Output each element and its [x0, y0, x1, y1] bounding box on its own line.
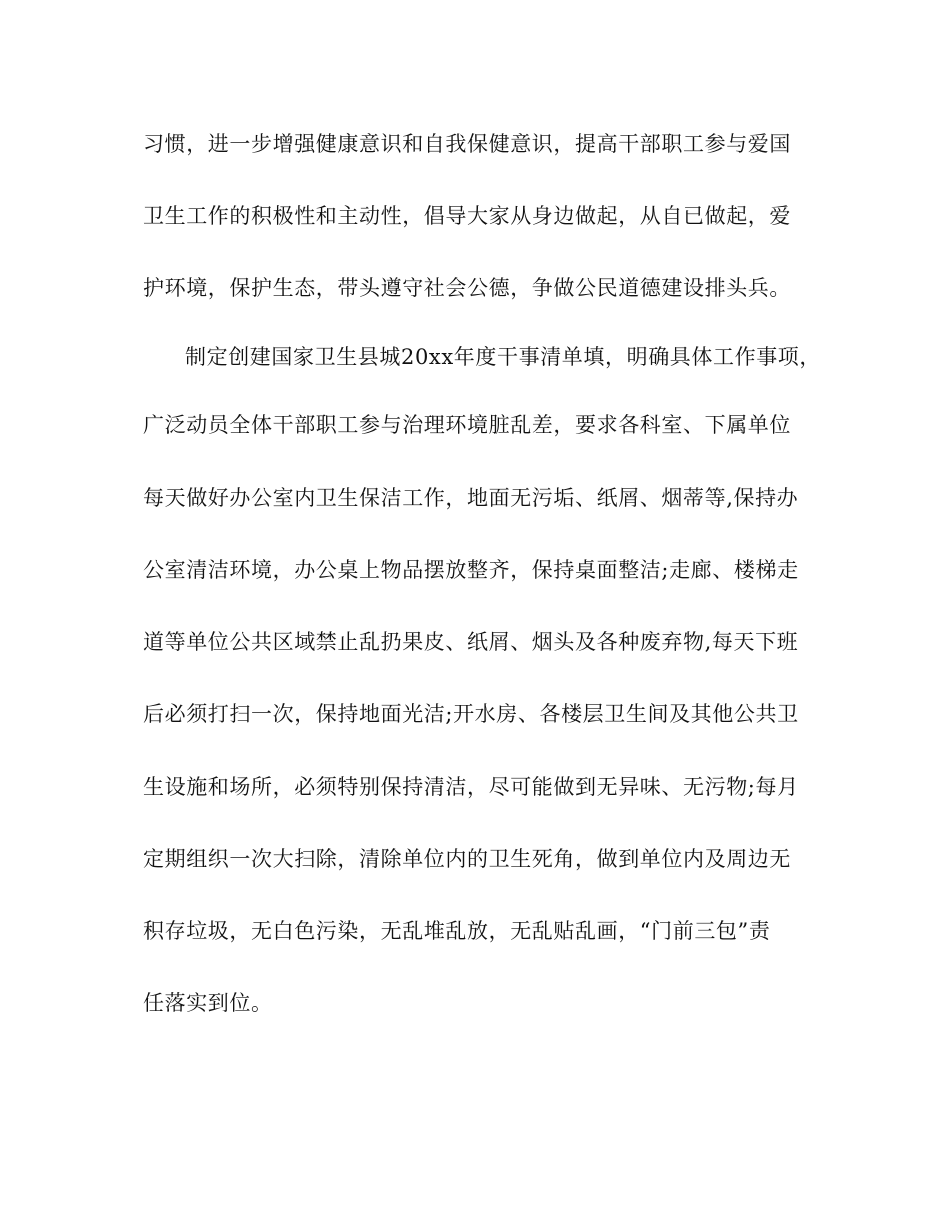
paragraph-line: 卫生工作的积极性和主动性，倡导大家从身边做起，从自已做起，爱 — [143, 204, 791, 228]
paragraph-line: 制定创建国家卫生县城20xx年度干事清单填，明确具体工作事项， — [185, 345, 822, 369]
paragraph-line: 每天做好办公室内卫生保洁工作，地面无污垢、纸屑、烟蒂等,保持办 — [143, 486, 799, 510]
paragraph-line: 积存垃圾，无白色污染，无乱堆乱放，无乱贴乱画，“门前三包”责 — [143, 919, 771, 943]
paragraph-line: 后必须打扫一次，保持地面光洁;开水房、各楼层卫生间及其他公共卫 — [143, 702, 799, 726]
paragraph-line: 护环境，保护生态，带头遵守社会公德，争做公民道德建设排头兵。 — [143, 276, 791, 300]
paragraph-line: 公室清洁环境，办公桌上物品摆放整齐，保持桌面整洁;走廊、楼梯走 — [143, 558, 799, 582]
paragraph-line: 习惯，进一步增强健康意识和自我保健意识，提高干部职工参与爱国 — [143, 132, 791, 156]
paragraph-line: 定期组织一次大扫除，清除单位内的卫生死角，做到单位内及周边无 — [143, 847, 791, 871]
paragraph-line: 广泛动员全体干部职工参与治理环境脏乱差，要求各科室、下属单位 — [143, 413, 791, 437]
paragraph-line: 任落实到位。 — [143, 991, 273, 1015]
paragraph-line: 道等单位公共区域禁止乱扔果皮、纸屑、烟头及各种废弃物,每天下班 — [143, 630, 799, 654]
paragraph-line: 生设施和场所，必须特别保持清洁，尽可能做到无异味、无污物;每月 — [143, 775, 799, 799]
